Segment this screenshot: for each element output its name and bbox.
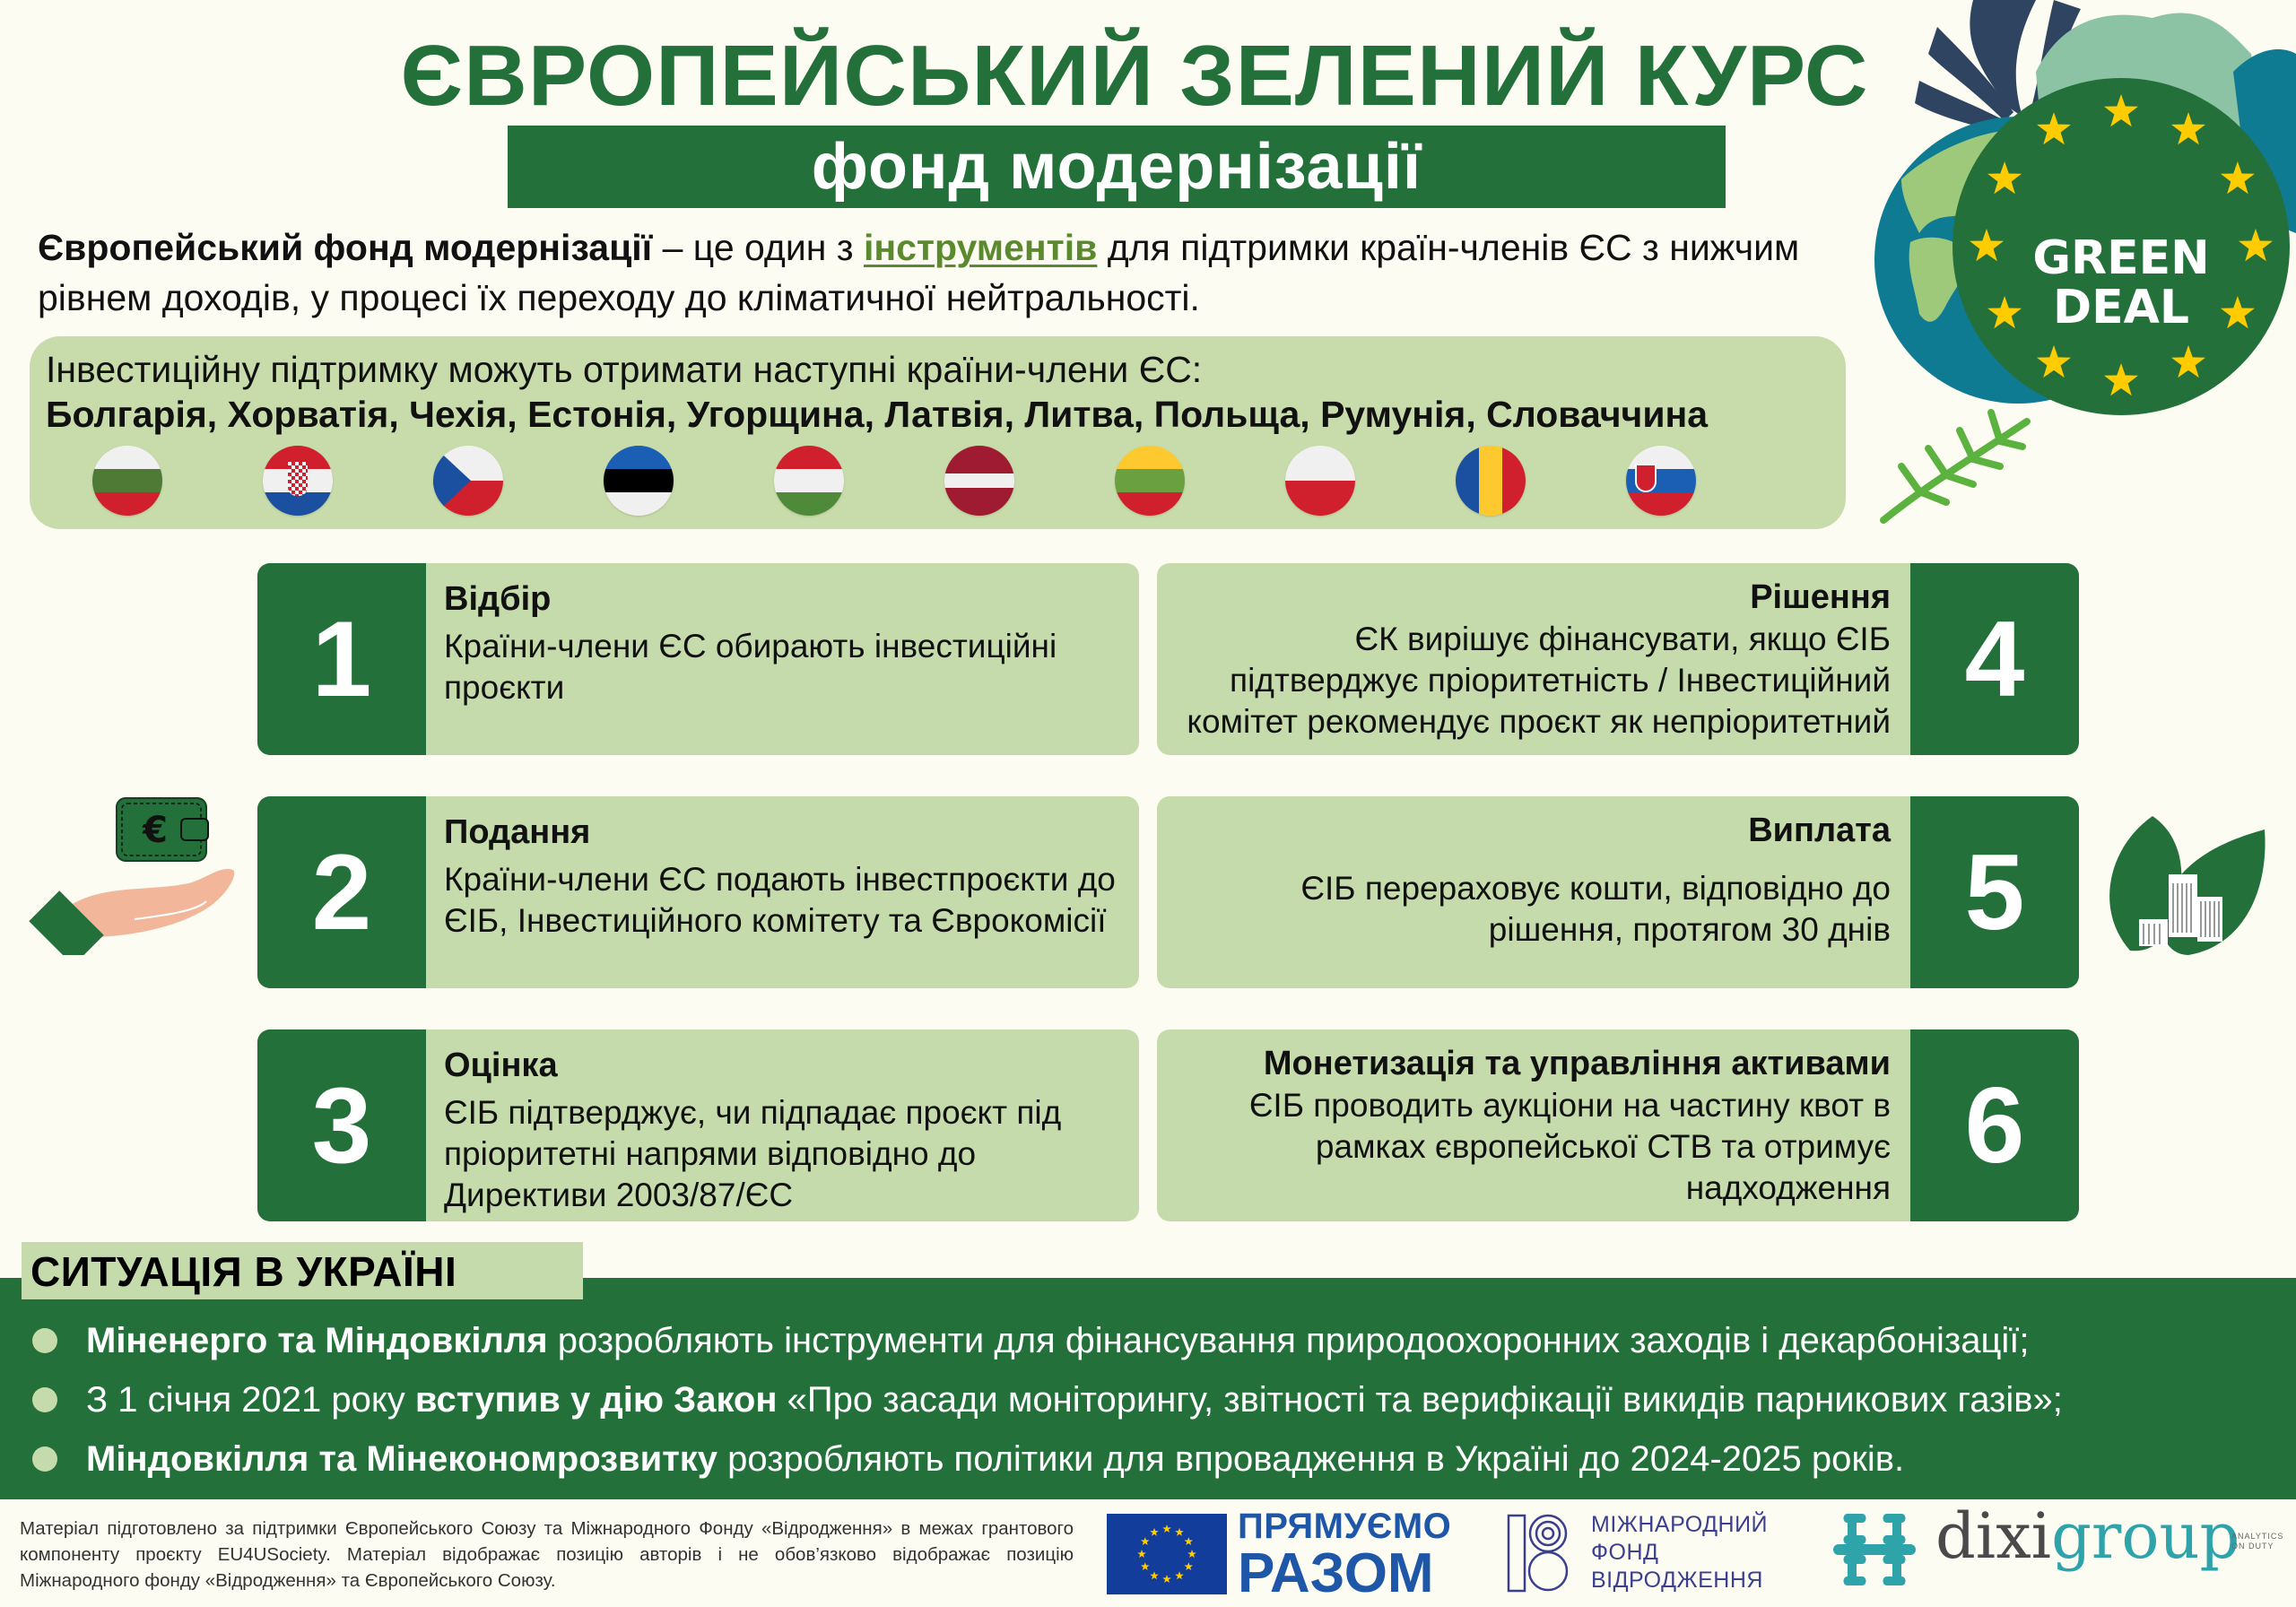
step-text: Країни-члени ЄС обирають інвестиційні проєкти (444, 628, 1057, 706)
step-heading: Подання (444, 813, 591, 851)
step-number: 1 (257, 563, 426, 755)
emblem-line1: GREEN (2032, 231, 2210, 285)
page-title: ЄВРОПЕЙСЬКИЙ ЗЕЛЕНИЙ КУРС (400, 28, 1869, 124)
ukraine-list (32, 1311, 2283, 1489)
fern-decoration (1883, 413, 2027, 520)
step-number: 4 (1910, 563, 2079, 755)
step-heading: Відбір (444, 580, 552, 618)
flag-czechia-icon (433, 446, 503, 516)
item-pre: З 1 січня 2021 року (86, 1379, 415, 1420)
irf-logo-mark (1507, 1514, 1570, 1593)
step-card-2 (257, 796, 1139, 988)
pryamuemo-razom-logo (1238, 1508, 1451, 1602)
subtitle-banner (508, 126, 1726, 208)
irf-line3: ВІДРОДЖЕННЯ (1591, 1568, 1763, 1593)
irf-line2: ФОНД (1591, 1540, 1659, 1565)
flag-poland-icon (1285, 446, 1355, 516)
step-card-3 (257, 1029, 1139, 1221)
ukraine-section-title: СИТУАЦІЯ В УКРАЇНІ (22, 1242, 583, 1299)
step-text: ЄІБ підтверджує, чи підпадає проєкт під пріоритетні напрями відповідно до Директиви 2003/87/ЄС (444, 1094, 1062, 1213)
intro-bold-lead: Європейський фонд модернізації (38, 227, 653, 268)
countries-lead: Інвестиційну підтримку можуть отримати наступні країни-члени ЄС: (46, 349, 1203, 390)
flag-estonia-icon (604, 446, 674, 516)
eu-flag-logo (1107, 1514, 1227, 1594)
step-text: ЄК вирішує фінансувати, якщо ЄІБ підтверджує пріоритетність / Інвестиційний комітет рекомендує проєкт як непріоритетний (1187, 621, 1891, 740)
page-subtitle: фонд модернізації (811, 131, 1422, 203)
bullet-icon (32, 1446, 57, 1472)
step-text: Країни-члени ЄС подають інвестпроєкти до ЄІБ, Інвестиційного комітету та Єврокомісії (444, 861, 1116, 939)
ukraine-list-item (32, 1370, 2283, 1429)
step-heading: Оцінка (444, 1047, 558, 1084)
dixigroup-logo-text (1935, 1499, 2240, 1573)
footer-disclaimer: Матеріал підготовлено за підтримки Європейського Союзу та Міжнародного Фонду «Відродження» в межах грантового компоненту проєкту EU4USociety. Матеріал відображає позицію авторів і не обов’язково відображає позицію Міжнародного фонду «Відродження» та Європейського Союзу. (20, 1518, 1074, 1591)
step-number: 6 (1910, 1029, 2079, 1221)
hand-wallet-euro-icon (27, 794, 251, 955)
step-card-4 (1157, 563, 2079, 755)
flag-hungary-icon (774, 446, 844, 516)
flag-latvia-icon (944, 446, 1014, 516)
dixigroup-logo-mark (1830, 1510, 1919, 1596)
bullet-icon (32, 1387, 57, 1412)
countries-list: Болгарія, Хорватія, Чехія, Естонія, Угорщина, Латвія, Литва, Польща, Румунія, Словаччина (46, 394, 1709, 435)
flag-romania-icon (1456, 446, 1526, 516)
step-heading: Виплата (1748, 812, 1891, 849)
step-heading: Монетизація та управління активами (1263, 1045, 1891, 1082)
flag-slovakia-icon (1626, 446, 1696, 516)
dixi-part2: group (2051, 1499, 2240, 1573)
dixi-tag1: ANALYTICS (2231, 1532, 2284, 1541)
item-bold: Міненерго та Міндовкілля (86, 1320, 548, 1360)
flag-lithuania-icon (1115, 446, 1185, 516)
ukraine-list-item (32, 1429, 2283, 1489)
eligible-countries-panel (30, 336, 1846, 529)
item-bold: Міндовкілля та Мінекономрозвитку (86, 1438, 718, 1479)
intro-text-before-link: – це один з (652, 227, 864, 268)
dixi-part1: dixi (1935, 1499, 2052, 1573)
item-text: «Про засади моніторингу, звітності та верифікації викидів парникових газів»; (777, 1379, 2063, 1420)
flag-bulgaria-icon (92, 446, 162, 516)
intro-paragraph (38, 222, 1840, 323)
step-card-6 (1157, 1029, 2079, 1221)
bullet-icon (32, 1328, 57, 1353)
euro-symbol: € (143, 810, 168, 851)
step-text: ЄІБ проводить аукціони на частину квот в рамках європейської СТВ та отримує надходження (1248, 1087, 1891, 1206)
intro-text-after-link: для підтримки країн-членів ЄС з нижчим рівнем доходів, у процесі їх переходу до кліматичної нейтральності. (38, 227, 1800, 318)
flag-croatia-icon (263, 446, 333, 516)
leaf-buildings-icon (2090, 794, 2287, 955)
ukraine-list-item (32, 1311, 2283, 1370)
item-text: розробляють інструменти для фінансування природоохоронних заходів і декарбонізації; (547, 1320, 2030, 1360)
step-number: 3 (257, 1029, 426, 1221)
emblem-line2: DEAL (2052, 281, 2190, 334)
dixi-tag2: ON DUTY (2231, 1542, 2274, 1551)
dixigroup-tagline (2231, 1532, 2283, 1551)
item-bold: вступив у дію Закон (414, 1379, 778, 1420)
step-text: ЄІБ перераховує кошти, відповідно до рішення, протягом 30 днів (1300, 870, 1891, 948)
irf-logo-text (1591, 1511, 1768, 1594)
step-card-5 (1157, 796, 2079, 988)
logo-line1: ПРЯМУЄМО (1238, 1507, 1452, 1546)
flags-row (92, 446, 1796, 516)
step-heading: Рішення (1750, 578, 1891, 616)
irf-line1: МІЖНАРОДНИЙ (1591, 1512, 1769, 1537)
instruments-link[interactable]: інструментів (863, 227, 1098, 268)
step-number: 5 (1910, 796, 2079, 988)
step-number: 2 (257, 796, 426, 988)
step-card-1 (257, 563, 1139, 755)
item-text: розробляють політики для впровадження в Україні до 2024-2025 років. (718, 1438, 1905, 1479)
logo-line2: РАЗОМ (1238, 1542, 1434, 1604)
